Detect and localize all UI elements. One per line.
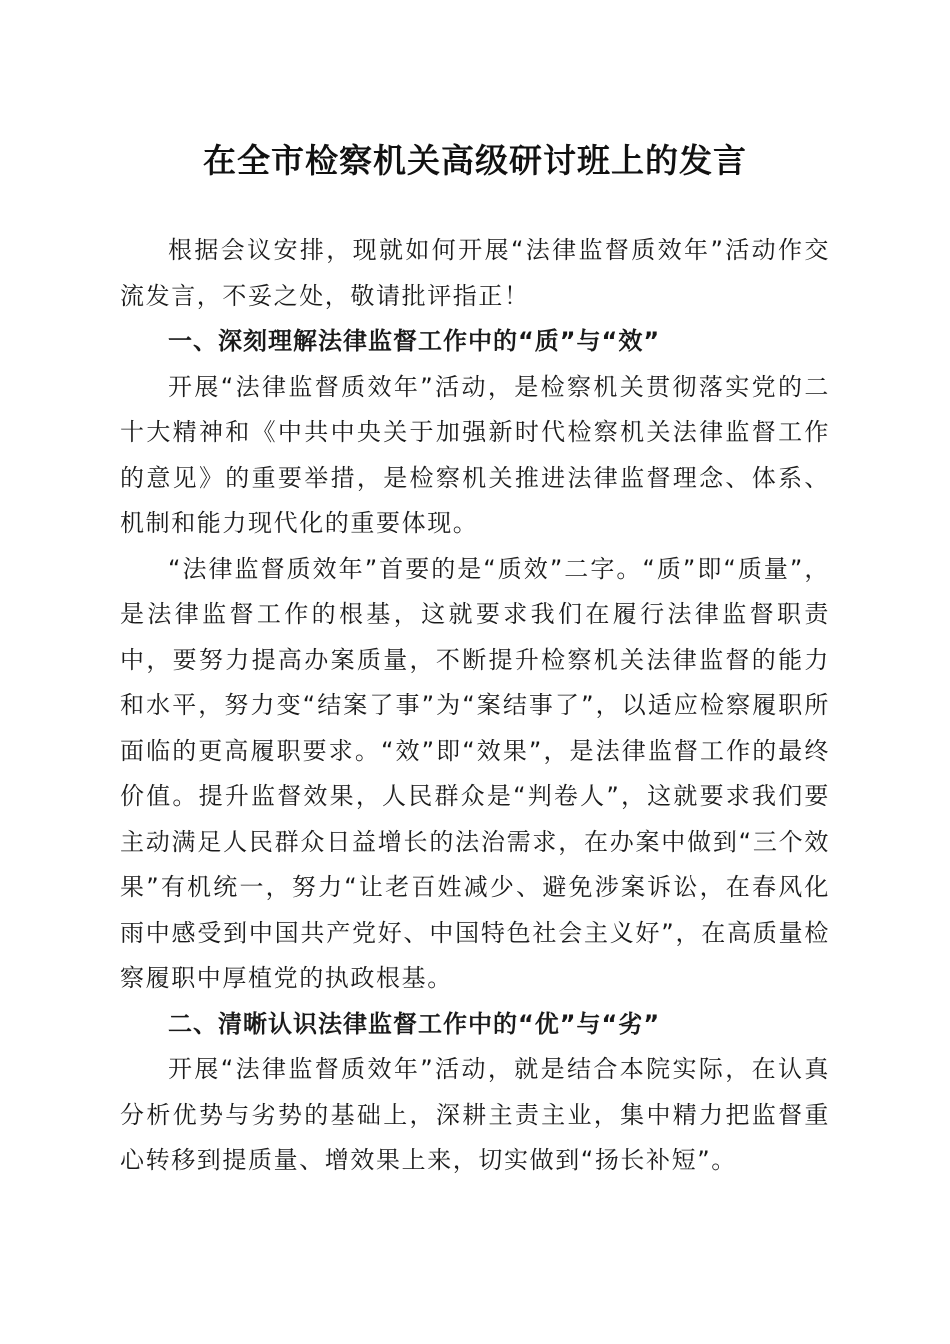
document-title: 在全市检察机关高级研讨班上的发言 [203,141,747,180]
document-body [120,228,830,1184]
body-paragraph: “法律监督质效年”首要的是“质效”二字。“质”即“质量”，是法律监督工作的根基，这就要求我们在履行法律监督职责中，要努力提高办案质量，不断提升检察机关法律监督的能力和水平，努力变“结案了事”为“案结事了”，以适应检察履职所面临的更高履职要求。“效”即“效果”，是法律监督工作的最终价值。提升监督效果，人民群众是“判卷人”，这就要求我们要主动满足人民群众日益增长的法治需求，在办案中做到“三个效果”有机统一，努力“让老百姓减少、避免涉案诉讼，在春风化雨中感受到中国共产党好、中国特色社会主义好”，在高质量检察履职中厚植党的执政根基。 [120,554,830,992]
section-heading-2: 二、清晰认识法律监督工作中的“优”与“劣” [168,1009,661,1038]
section-heading-1: 一、深刻理解法律监督工作中的“质”与“效” [168,327,661,355]
intro-paragraph: 根据会议安排，现就如何开展“法律监督质效年”活动作交流发言，不妥之处，敬请批评指正！ [120,236,830,310]
body-paragraph: 开展“法律监督质效年”活动，就是结合本院实际，在认真分析优势与劣势的基础上，深耕主责主业，集中精力把监督重心转移到提质量、增效果上来，切实做到“扬长补短”。 [120,1055,830,1174]
body-paragraph: 开展“法律监督质效年”活动，是检察机关贯彻落实党的二十大精神和《中共中央关于加强新时代检察机关法律监督工作的意见》的重要举措，是检察机关推进法律监督理念、体系、机制和能力现代化的重要体现。 [120,372,830,537]
